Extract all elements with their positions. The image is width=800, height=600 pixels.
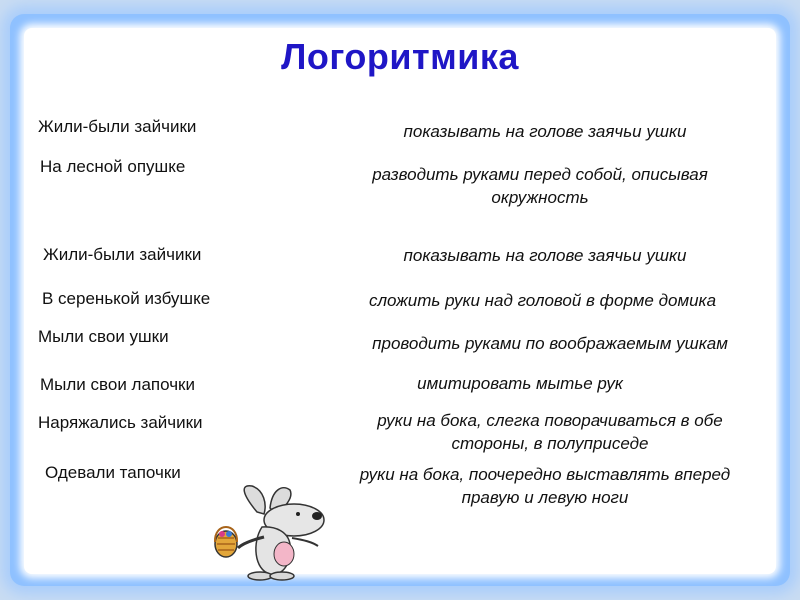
action-text: имитировать мытье рук [417,374,623,393]
verse-line: Наряжались зайчики [38,413,203,432]
action-text: разводить руками перед собой, описывая окружность [372,165,708,207]
verse-line: Одевали тапочки [45,463,181,482]
action-text: проводить руками по воображаемым ушкам [372,334,728,353]
verse-line: Мыли свои ушки [38,327,169,346]
action-text: руки на бока, слегка поворачиваться в обе стороны, в полуприседе [377,411,723,453]
verse-line: Жили-были зайчики [43,245,202,264]
action-text: руки на бока, поочередно выставлять вперед правую и левую ноги [359,465,731,507]
verse-line: В серенькой избушке [42,289,211,308]
bunny-with-basket-icon [212,482,342,582]
verse-line: Жили-были зайчики [38,117,197,136]
action-text: сложить руки над головой в форме домика [368,291,717,310]
verse-line: Мыли свои лапочки [40,375,195,394]
action-text: показывать на голове заячьи ушки [403,122,687,141]
slide-title: Логоритмика [281,36,519,77]
verse-line: На лесной опушке [40,157,186,176]
action-text: показывать на голове заячьи ушки [403,246,687,265]
